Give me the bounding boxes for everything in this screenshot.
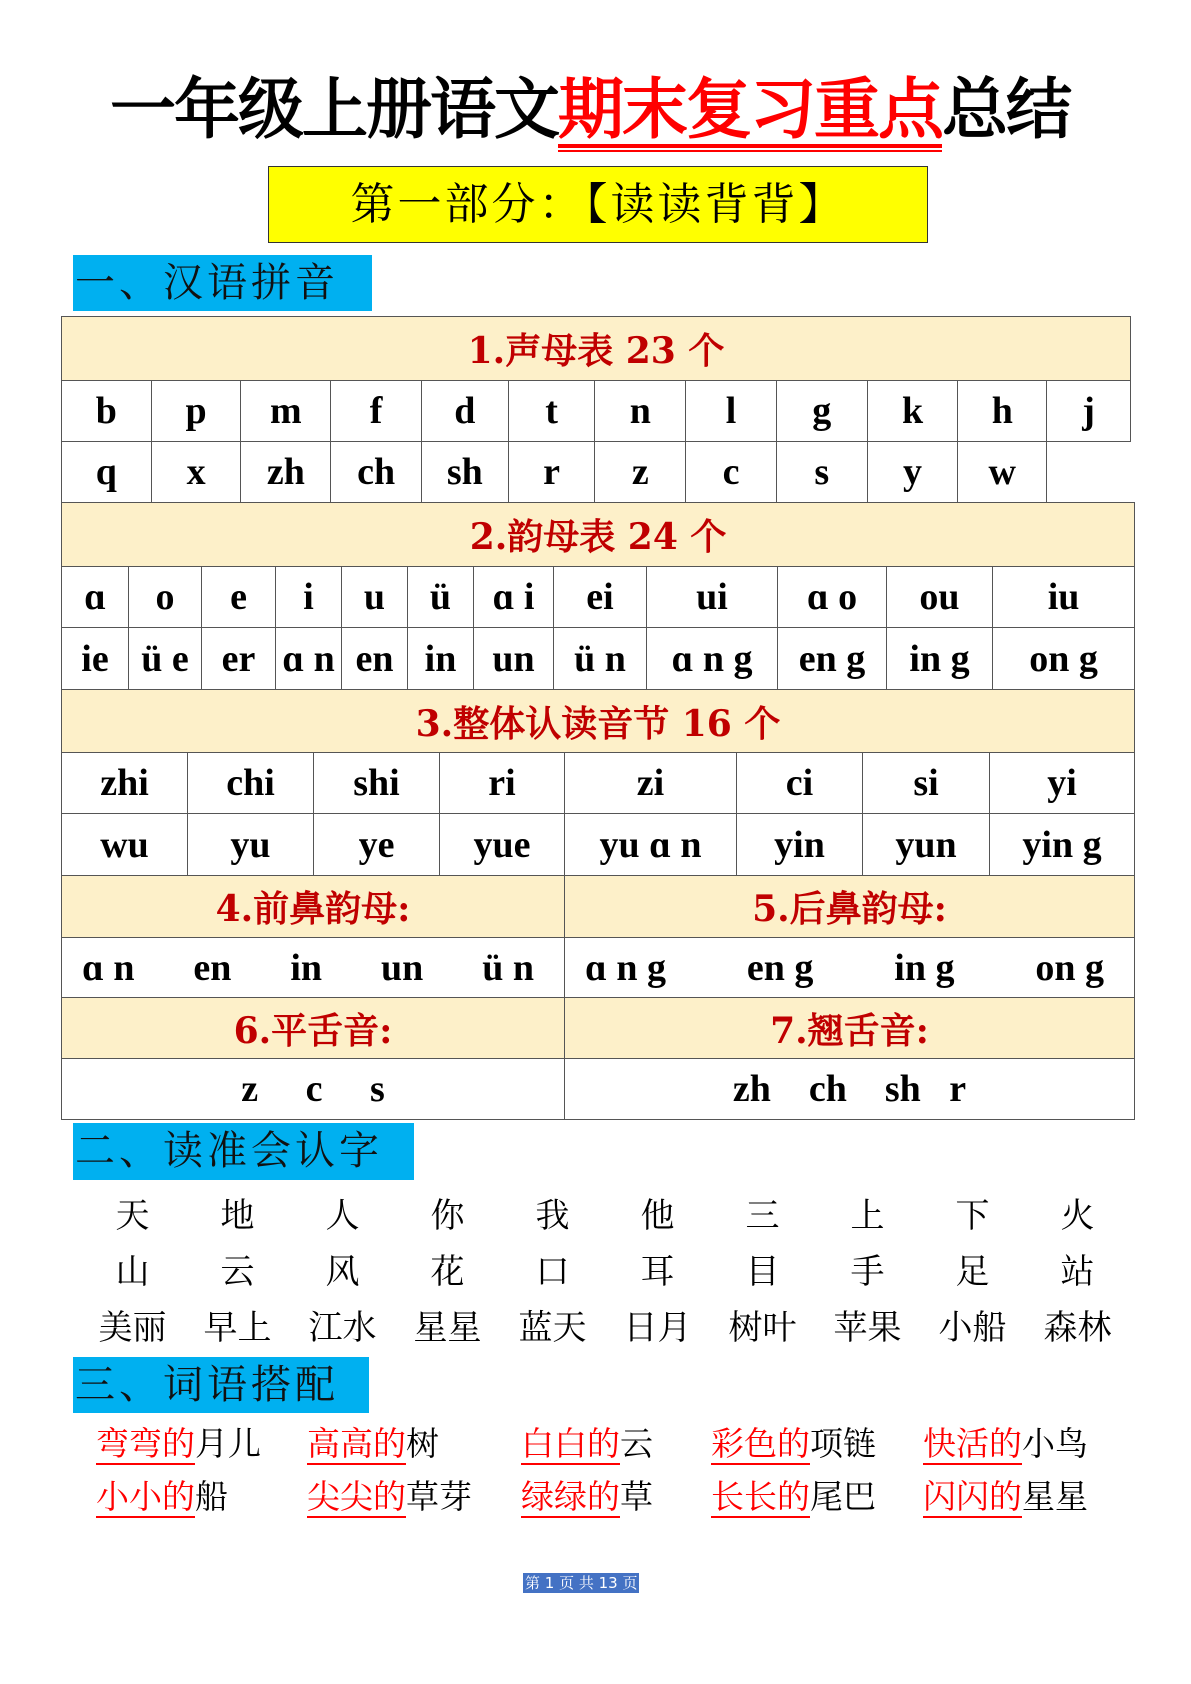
- zhengti-table: [61, 689, 1135, 1120]
- qianbi-items: ɑ n en in un ü n: [62, 938, 565, 998]
- collocation: 高高的树: [307, 1424, 439, 1463]
- pinyin-cell: g: [776, 381, 867, 442]
- pinyin-cell: u: [342, 567, 408, 628]
- pinyin-cell: on g: [993, 628, 1135, 690]
- pinyin-cell: yun: [863, 814, 990, 876]
- word-row: [80, 1300, 1130, 1349]
- pinyin-cell: in g: [887, 628, 993, 690]
- collocation: 小小的船: [96, 1477, 228, 1516]
- pinyin-cell: ɑ o: [778, 567, 887, 628]
- pinyin-cell: yu: [188, 814, 314, 876]
- pinyin-cell: w: [958, 442, 1047, 503]
- pinyin-cell: in: [408, 628, 474, 690]
- pinyin-cell: b: [62, 381, 152, 442]
- yunmu-table: [61, 502, 1135, 690]
- pinyin-cell: yin: [737, 814, 863, 876]
- section-banner-pinyin: 一、汉语拼音: [73, 255, 372, 311]
- pingshe-items: z c s: [62, 1059, 565, 1120]
- pinyin-cell: ɑ i: [474, 567, 554, 628]
- collocation: 尖尖的草芽: [307, 1477, 472, 1516]
- pinyin-cell: n: [595, 381, 686, 442]
- character: 站: [1060, 1252, 1095, 1292]
- pinyin-cell: ü e: [129, 628, 202, 690]
- pinyin-cell: m: [241, 381, 331, 442]
- collocation: 彩色的项链: [711, 1424, 876, 1463]
- pinyin-cell: ɑ n: [276, 628, 342, 690]
- character: 火: [1060, 1196, 1095, 1236]
- pinyin-cell: si: [863, 753, 990, 814]
- word: 森林: [1043, 1308, 1112, 1348]
- pinyin-cell: l: [686, 381, 777, 442]
- character: 天: [115, 1196, 150, 1236]
- qianbi-header: 4.前鼻韵母:: [62, 876, 565, 938]
- qiaoshe-header: 7.翘舌音:: [565, 998, 1135, 1059]
- yunmu-row: [62, 628, 1135, 690]
- pinyin-cell: d: [421, 381, 508, 442]
- character: 云: [220, 1252, 255, 1292]
- character: 人: [325, 1196, 360, 1236]
- title-prefix: 一年级上册语文: [110, 71, 558, 148]
- character: 三: [745, 1196, 780, 1236]
- pinyin-cell: ri: [440, 753, 565, 814]
- houbi-items: ɑ n g en g in g on g: [565, 938, 1135, 998]
- pinyin-cell: c: [686, 442, 777, 503]
- pinyin-cell: yin g: [990, 814, 1135, 876]
- collocation: 快活的小鸟: [923, 1424, 1088, 1463]
- pinyin-cell: ci: [737, 753, 863, 814]
- word: 美丽: [98, 1308, 167, 1348]
- pinyin-cell: sh: [421, 442, 508, 503]
- pinyin-cell: wu: [62, 814, 188, 876]
- pinyin-cell: yu ɑ n: [565, 814, 737, 876]
- section-banner-collocations: 三、词语搭配: [73, 1357, 369, 1413]
- pinyin-cell: ɑ n g: [647, 628, 778, 690]
- word: 小船: [938, 1308, 1007, 1348]
- shengmu-row: [62, 442, 1131, 503]
- pinyin-cell: p: [151, 381, 241, 442]
- pinyin-cell: k: [867, 381, 958, 442]
- document-title: [110, 70, 1090, 150]
- collocation: 弯弯的月儿: [96, 1424, 261, 1463]
- pinyin-cell: i: [276, 567, 342, 628]
- pinyin-cell: t: [508, 381, 595, 442]
- pinyin-cell: ü: [408, 567, 474, 628]
- pinyin-cell: ch: [331, 442, 422, 503]
- pingshe-header: 6.平舌音:: [62, 998, 565, 1059]
- yunmu-header: 2.韵母表 24 个: [62, 503, 1135, 567]
- collocation-row: [96, 1471, 1088, 1518]
- character-row: [80, 1244, 1130, 1293]
- pinyin-cell: shi: [314, 753, 440, 814]
- pinyin-cell: s: [776, 442, 867, 503]
- word: 树叶: [728, 1308, 797, 1348]
- pinyin-cell: e: [202, 567, 276, 628]
- character: 地: [220, 1196, 255, 1236]
- shengmu-row: [62, 381, 1131, 442]
- pinyin-cell: en: [342, 628, 408, 690]
- pinyin-cell: y: [867, 442, 958, 503]
- pinyin-cell: h: [958, 381, 1047, 442]
- word: 蓝天: [518, 1308, 587, 1348]
- title-suffix: 总结: [942, 71, 1070, 148]
- pinyin-cell: yue: [440, 814, 565, 876]
- pinyin-cell: ye: [314, 814, 440, 876]
- yunmu-row: [62, 567, 1135, 628]
- character: 手: [850, 1252, 885, 1292]
- pinyin-cell: zi: [565, 753, 737, 814]
- pinyin-cell: z: [595, 442, 686, 503]
- character: 下: [955, 1196, 990, 1236]
- character: 我: [535, 1196, 570, 1236]
- title-highlight: 期末复习重点: [558, 71, 942, 148]
- collocation: 绿绿的草: [521, 1477, 653, 1516]
- pinyin-cell: ei: [554, 567, 647, 628]
- collocation-row: [96, 1418, 1088, 1465]
- character: 花: [430, 1252, 465, 1292]
- character: 口: [535, 1252, 570, 1292]
- houbi-header: 5.后鼻韵母:: [565, 876, 1135, 938]
- pinyin-cell: r: [508, 442, 595, 503]
- part-heading: 第一部分：【读读背背】: [268, 166, 928, 243]
- shengmu-header: 1.声母表 23 个: [62, 317, 1131, 381]
- character-row: [80, 1188, 1130, 1237]
- pinyin-cell: ü n: [554, 628, 647, 690]
- character: 山: [115, 1252, 150, 1292]
- character: 目: [745, 1252, 780, 1292]
- zhengti-row: [62, 753, 1135, 814]
- pinyin-cell: chi: [188, 753, 314, 814]
- collocation: 长长的尾巴: [711, 1477, 876, 1516]
- section-banner-characters: 二、读准会认字: [73, 1123, 414, 1180]
- zhengti-header: 3.整体认读音节 16 个: [62, 690, 1135, 753]
- character: 他: [640, 1196, 675, 1236]
- pinyin-cell: q: [62, 442, 152, 503]
- collocation: 白白的云: [521, 1424, 653, 1463]
- pinyin-cell: zhi: [62, 753, 188, 814]
- pinyin-cell: f: [331, 381, 422, 442]
- pinyin-cell: j: [1047, 381, 1131, 442]
- pinyin-cell: en g: [778, 628, 887, 690]
- word: 苹果: [833, 1308, 902, 1348]
- empty-cell: [1047, 442, 1131, 503]
- pinyin-cell: o: [129, 567, 202, 628]
- pinyin-cell: x: [151, 442, 241, 503]
- character: 耳: [640, 1252, 675, 1292]
- pinyin-cell: zh: [241, 442, 331, 503]
- pinyin-cell: ui: [647, 567, 778, 628]
- word: 江水: [308, 1308, 377, 1348]
- pinyin-cell: ou: [887, 567, 993, 628]
- pinyin-cell: un: [474, 628, 554, 690]
- pinyin-cell: ie: [62, 628, 129, 690]
- pinyin-cell: iu: [993, 567, 1135, 628]
- zhengti-row: [62, 814, 1135, 876]
- pinyin-cell: er: [202, 628, 276, 690]
- word: 早上: [203, 1308, 272, 1348]
- qiaoshe-items: zh ch sh r: [565, 1059, 1135, 1120]
- character: 上: [850, 1196, 885, 1236]
- collocation: 闪闪的星星: [923, 1477, 1088, 1516]
- page-number: 第 1 页 共 13 页: [525, 1574, 638, 1592]
- pinyin-cell: ɑ: [62, 567, 129, 628]
- character: 风: [325, 1252, 360, 1292]
- shengmu-table: [61, 316, 1131, 503]
- pinyin-cell: yi: [990, 753, 1135, 814]
- character: 足: [955, 1252, 990, 1292]
- word: 星星: [413, 1308, 482, 1348]
- word: 日月: [623, 1308, 692, 1348]
- character: 你: [430, 1196, 465, 1236]
